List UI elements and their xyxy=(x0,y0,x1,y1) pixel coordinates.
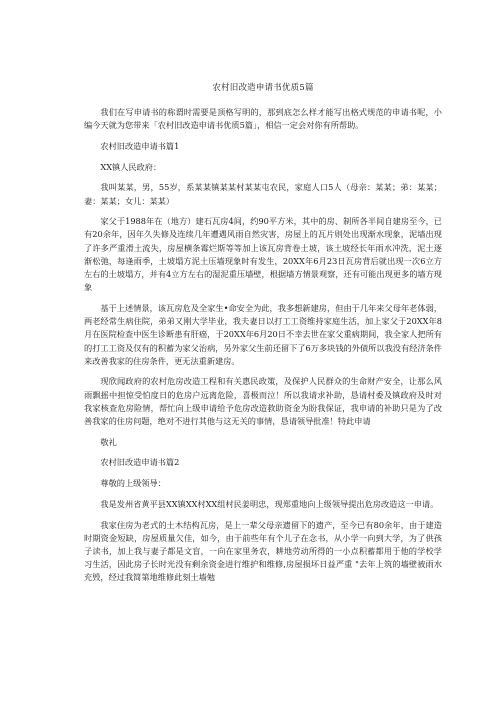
body-paragraph: 基于上述情景，该瓦房危及全家生•命安全为此，我多想新建房，但由于几年来父母年老体弱，两老经常生病住院，弟弟又刚大学毕业，我夫妻日以打工工资维持家庭生活，加上家父于20XX年8月在医院检查中医生诊断患有肝癌，于20XX年6月20日不幸去世在家父重病期间，我全家人把所有的打工工资及仅有的积蓄为家父治病，另外家父生前还留下了6万多块钱的外债所以我没有经济条件来改善我家的住房条件，更无法重新建房。 xyxy=(84,302,442,366)
salutation-2: 尊敬的上级领导： xyxy=(100,478,166,489)
salutation-1: XX镇人民政府： xyxy=(100,161,162,172)
section-heading-1: 农村旧改造申请书篇1 xyxy=(100,140,180,151)
body-paragraph: 我叫某某，男，55岁，系某某镇某某村某某屯农民，家庭人口5人（母亲：某某；弟：某某；妻：某某；女儿：某某） xyxy=(84,182,442,206)
body-paragraph: 现欣闻政府的农村危房改造工程和有关惠民政策，及保护人民群众的生命财产安全，让那么风雨飘摇中担惊受怕度日的危房户远离危险，喜极而泣！所以我请求补助，恳请村委及镇政府及时对我家核查危房险情，帮忙向上级申请给予危房改造救助资金为盼我保证，我申请的补助只是为了改善我家的住房问题，绝对不进行其他与这无关的事情，恳请领导批准！特此申请 xyxy=(84,376,442,427)
intro-paragraph: 我们在写申请书的称谓时需要是顶格写明的，那到底怎么样才能写出格式规范的申请书呢，小编今天就为您带来「农村旧改造申请书优质5篇」，相信一定会对你有所帮助。 xyxy=(84,107,442,131)
body-paragraph: 我家住房为老式的土木结构瓦房，是上一辈父母亲遗留下的遗产，至今已有80余年，由于建造时期资金短缺，房屋质量欠佳，如今，由于前些年有个儿子在念书，从小学一向到大学，为了供孩子读书，加上我与妻子都是文盲，一向在家里务农，耕地劳动所得的一小点积蓄都用于他的学校学习生活，因此房子长时光没有剩余资金进行维护和维修,房屋损坏日益严重 "去年上筑的墙壁被雨水充毁，经过我简第地维修此刻土墙勉 xyxy=(84,519,442,583)
body-paragraph: 家父于1988年在（地方）建石瓦房4间，约90平方米，其中的房、制所各半间自建房至今，已有20余年，因年久失修及连续几年遭遇风雨自然灾害，房屋上的瓦片则处出现渐水现象，泥墙出现了许多严重滑土流失，房屋横条霉烂斯等等加上该瓦房背卷土坡，该土坡经长年雨水冲洗，泥土逐渐松弛，每逢雨季，土坡塌方泥土压墙现象时有发生，20XX年6月23日瓦房背后就出现一次6立方左右的土坡塌方，并有4立方左右的湿泥重压墙壁，根据墙方情景观察，还有可能出现更多的墙方现象 xyxy=(84,216,442,293)
body-paragraph: 我是发州省黄平县XX镇XX村XX组村民姜明忠，现郑重地向上级领导提出危房改造这一申请。 xyxy=(100,498,439,509)
closing-salute: 敬礼 xyxy=(100,436,117,447)
document-title: 农村旧改造申请书优质5篇 xyxy=(212,83,314,93)
section-heading-2: 农村旧改造申请书篇2 xyxy=(100,457,180,468)
